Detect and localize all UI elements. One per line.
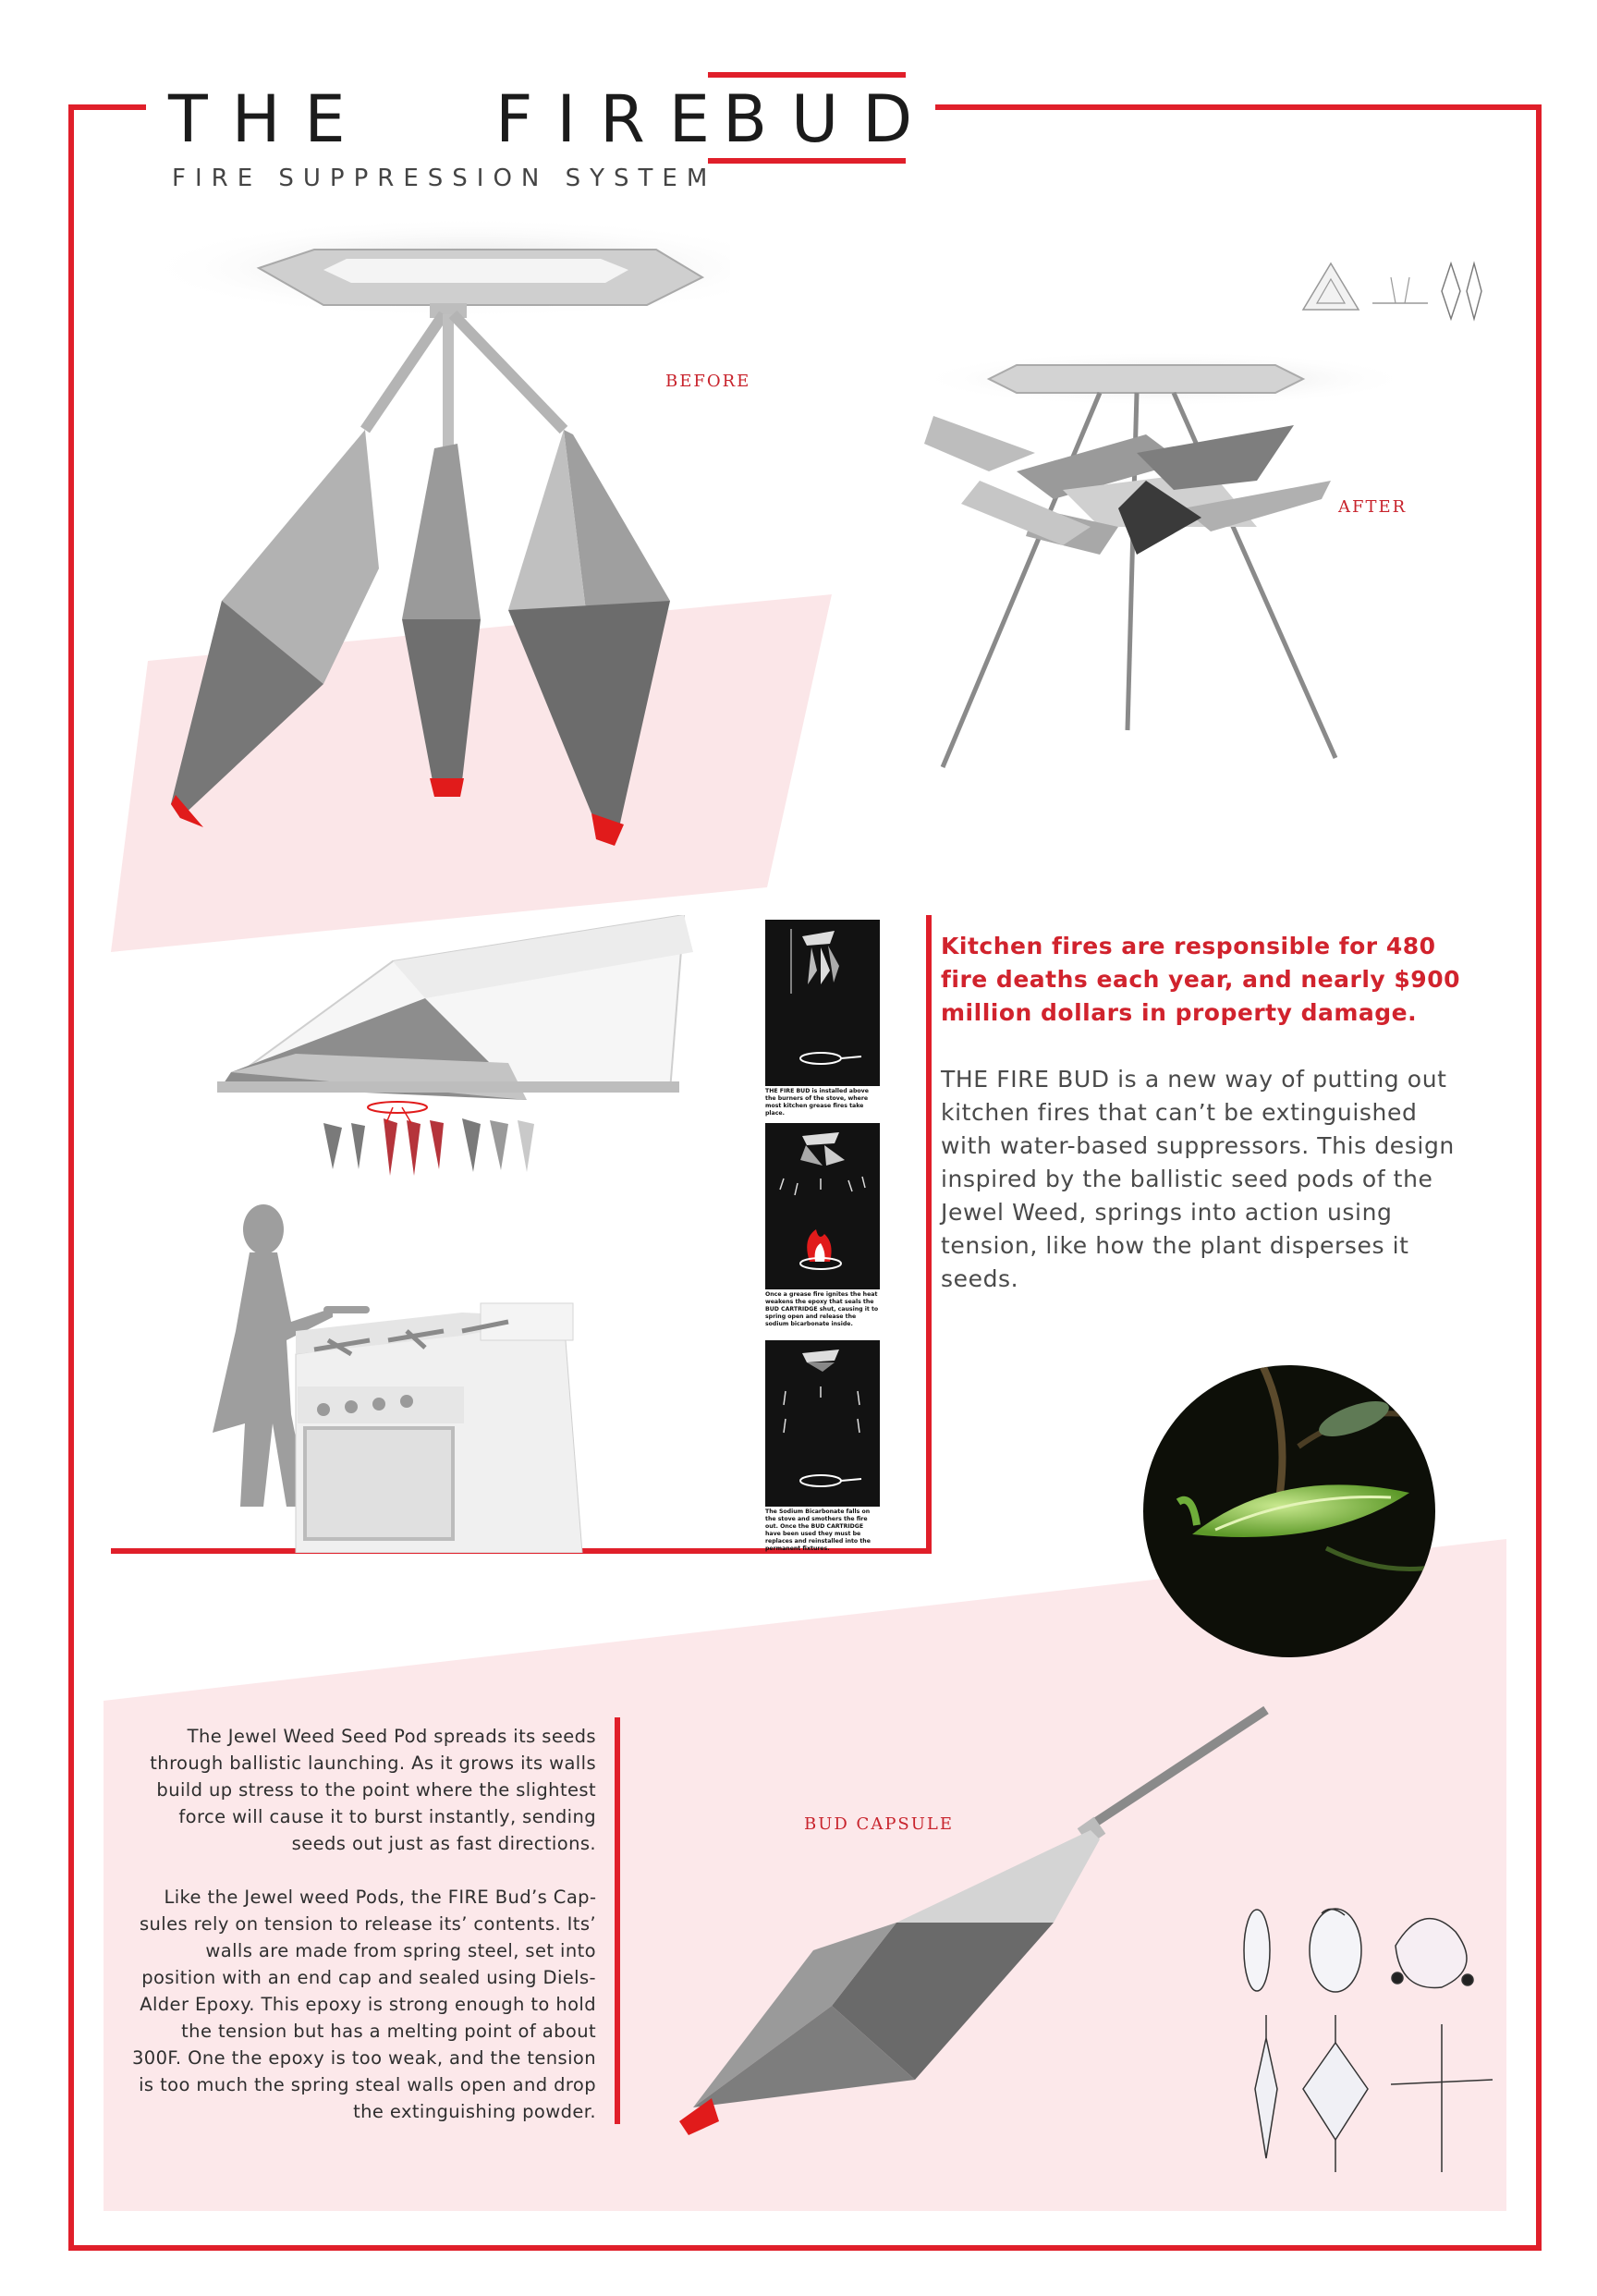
after-illustration bbox=[906, 342, 1423, 776]
jewel-weed-photo bbox=[1141, 1363, 1437, 1659]
before-illustration bbox=[139, 213, 730, 878]
page-subtitle: FIRE SUPPRESSION SYSTEM bbox=[172, 165, 717, 192]
title-word-fire: FIRE bbox=[495, 81, 734, 157]
seed-pod-paragraph-2: Like the Jewel weed Pods, the FIRE Bud’s Capsules rely on tension to release its’ contents. Its’ walls are made from spring steel, set into position with an end cap and sealed using Diels-Alder Epoxy. This epoxy is strong enough to hold the tension but has a melting point of about 300F. One the epoxy is too weak, and the tension is too much the spring steal walls open and drop the extinguishing powder. bbox=[131, 1887, 596, 2122]
step-1-diagram bbox=[765, 920, 880, 1086]
intro-accent-bar bbox=[926, 919, 932, 1011]
seed-pod-paragraph-1: The Jewel Weed Seed Pod spreads its seeds through ballistic launching. As it grows its walls build up stress to the point where the slightest force will cause it to burst instantly, sending seeds out just as fast directions. bbox=[150, 1726, 596, 1854]
step-panel-2 bbox=[765, 1123, 880, 1289]
after-label: AFTER bbox=[1338, 497, 1408, 517]
step-2-diagram bbox=[765, 1123, 880, 1289]
intro-headline: Kitchen fires are responsible for 480 fire deaths each year, and nearly $900 million dollars in property damage. bbox=[941, 933, 1460, 1026]
pod-opening-diagrams bbox=[1229, 1904, 1506, 2181]
step-panel-1 bbox=[765, 920, 880, 1086]
title-word-bud: BUD bbox=[723, 81, 937, 157]
step-3-diagram bbox=[765, 1340, 880, 1507]
range-hood-illustration bbox=[213, 915, 693, 1192]
step-1-caption: THE FIRE BUD is installed above the burners of the stove, where most kitchen grease fires take place. bbox=[765, 1088, 869, 1117]
step-2-caption: Once a grease fire ignites the heat weakens the epoxy that seals the BUD CARTRIDGE shut, causing it to spring open and release the sodium bicarbonate inside. bbox=[765, 1291, 879, 1327]
seed-pod-accent-bar bbox=[615, 1717, 620, 2124]
step-panel-3 bbox=[765, 1340, 880, 1507]
title-word-the: THE bbox=[168, 81, 370, 157]
intro-body: THE FIRE BUD is a new way of putting out kitchen fires that can’t be extinguished with water-based suppressors. This design inspired by the ballistic seed pods of the Jewel Weed, springs into action using tension, like how the plant disperses it seeds. bbox=[941, 1066, 1455, 1292]
bud-capsule-illustration bbox=[647, 1701, 1294, 2163]
before-label: BEFORE bbox=[665, 372, 751, 391]
capsule-views-diagram bbox=[1294, 259, 1488, 324]
kitchen-stove-illustration bbox=[185, 1202, 665, 1553]
step-3-caption: The Sodium Bicarbonate falls on the stove and smothers the fire out. Once the BUD CARTRIDGE have been used they must be replaces and reinstalled into the permanent fixtures. bbox=[765, 1508, 871, 1552]
bud-capsule-label: BUD CAPSULE bbox=[804, 1814, 955, 1834]
